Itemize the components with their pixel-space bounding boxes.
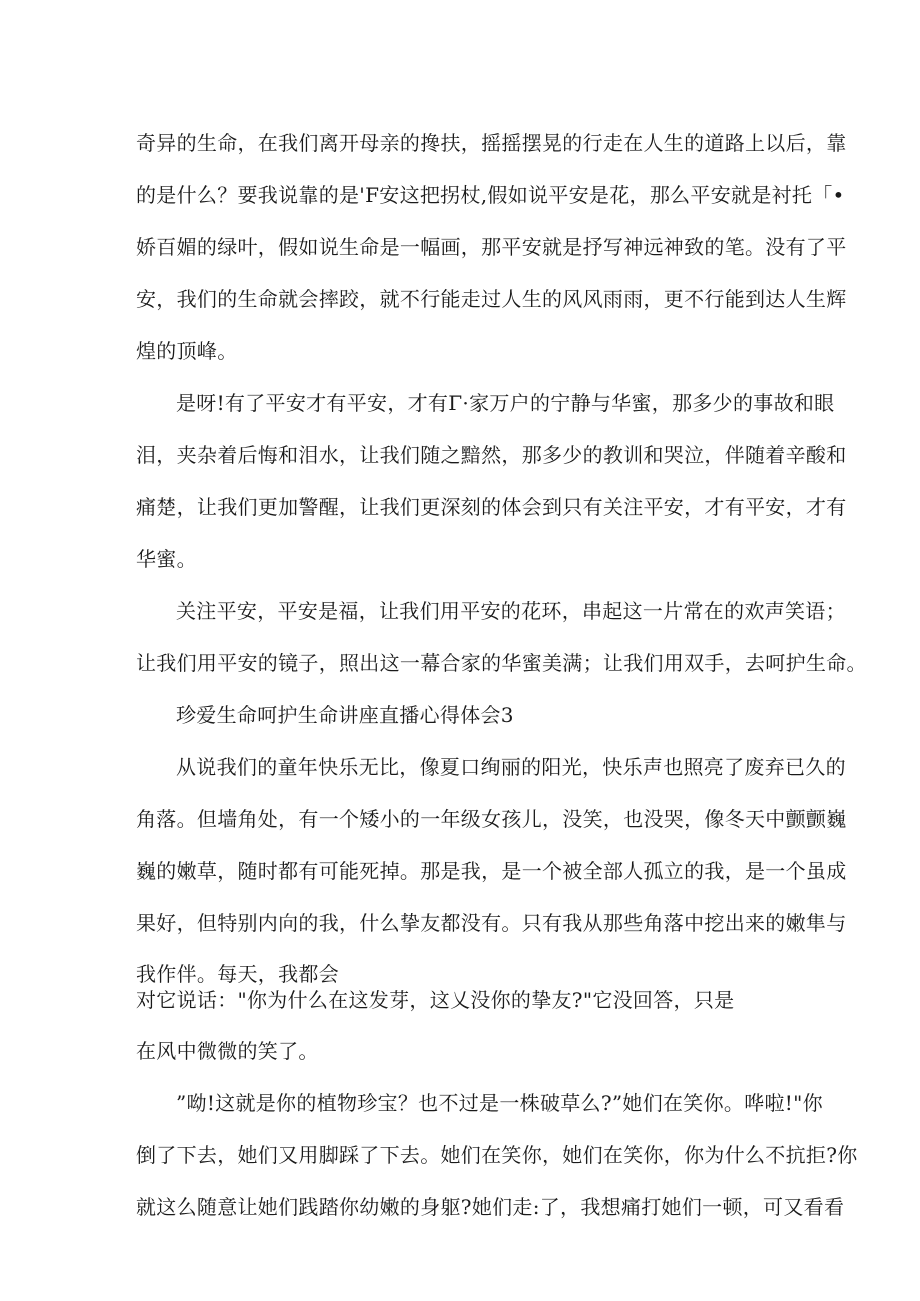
paragraph-line: 娇百媚的绿叶，假如说生命是一幅画，那平安就是抒写神远神致的笔。没有了平 [136, 235, 847, 259]
paragraph-line: 泪，夹杂着后悔和泪水，让我们随之黯然，那多少的教训和哭泣，伴随着辛酸和 [136, 443, 847, 467]
paragraph-line: 安，我们的生命就会摔跤，就不行能走过人生的风风雨雨，更不行能到达人生辉 [136, 287, 847, 311]
paragraph-line: 让我们用平安的镜子，照出这一幕合家的华蜜美满；让我们用双手，去呵护生命。 [136, 651, 867, 675]
paragraph-line: 倒了下去，她们又用脚踩了下去。她们在笑你，她们在笑你，你为什么不抗拒?你 [136, 1143, 858, 1167]
paragraph-line: 果好，但特别内向的我，什么挚友都没有。只有我从那些角落中挖出来的嫩隼与 [136, 911, 847, 935]
paragraph-line: 我作伴。每天，我都会 [136, 962, 339, 986]
paragraph-line: 华蜜。 [136, 547, 197, 571]
paragraph-line: 从说我们的童年快乐无比，像夏口绚丽的阳光，快乐声也照亮了废弃已久的 [176, 755, 846, 779]
paragraph-line: 的是什么？要我说靠的是'F安这把拐杖,假如说平安是花，那么平安就是衬托「• [136, 183, 845, 207]
paragraph-line: 角落。但墙角处，有一个矮小的一年级女孩儿，没笑，也没哭，像冬天中颤颤巍 [136, 807, 847, 831]
paragraph-line: 是呀!有了平安才有平安，才有Γ·家万户的宁静与华蜜，那多少的事故和眼 [176, 391, 835, 415]
paragraph-line: 痛楚，让我们更加警醒，让我们更深刻的体会到只有关注平安，才有平安，才有 [136, 495, 847, 519]
paragraph-line: 就这么随意让她们践踏你幼嫩的身躯?她们走:了，我想痛打她们一顿，可又看看 [136, 1195, 845, 1219]
paragraph-line: 煌的顶峰。 [136, 339, 238, 363]
paragraph-line: 关注平安，平安是福，让我们用平安的花环，串起这一片常在的欢声笑语； [176, 599, 846, 623]
paragraph-line: 在风中微微的笑了。 [136, 1039, 319, 1063]
paragraph-line: 巍的嫩草，随时都有可能死掉。那是我，是一个被全部人孤立的我，是一个虽成 [136, 859, 847, 883]
paragraph-line: 对它说话："你为什么在这发芽，这乂没你的挚友?"它没回答，只是 [136, 988, 735, 1012]
paragraph-line: ”呦!这就是你的植物珍宝？也不过是一株破草么?”她们在笑你。哗啦!"你 [176, 1091, 823, 1115]
section-heading: 珍爱生命呵护生命讲座直播心得体会3 [176, 703, 514, 727]
paragraph-line: 奇异的生命，在我们离开母亲的搀扶，摇摇摆晃的行走在人生的道路上以后，靠 [136, 131, 847, 155]
